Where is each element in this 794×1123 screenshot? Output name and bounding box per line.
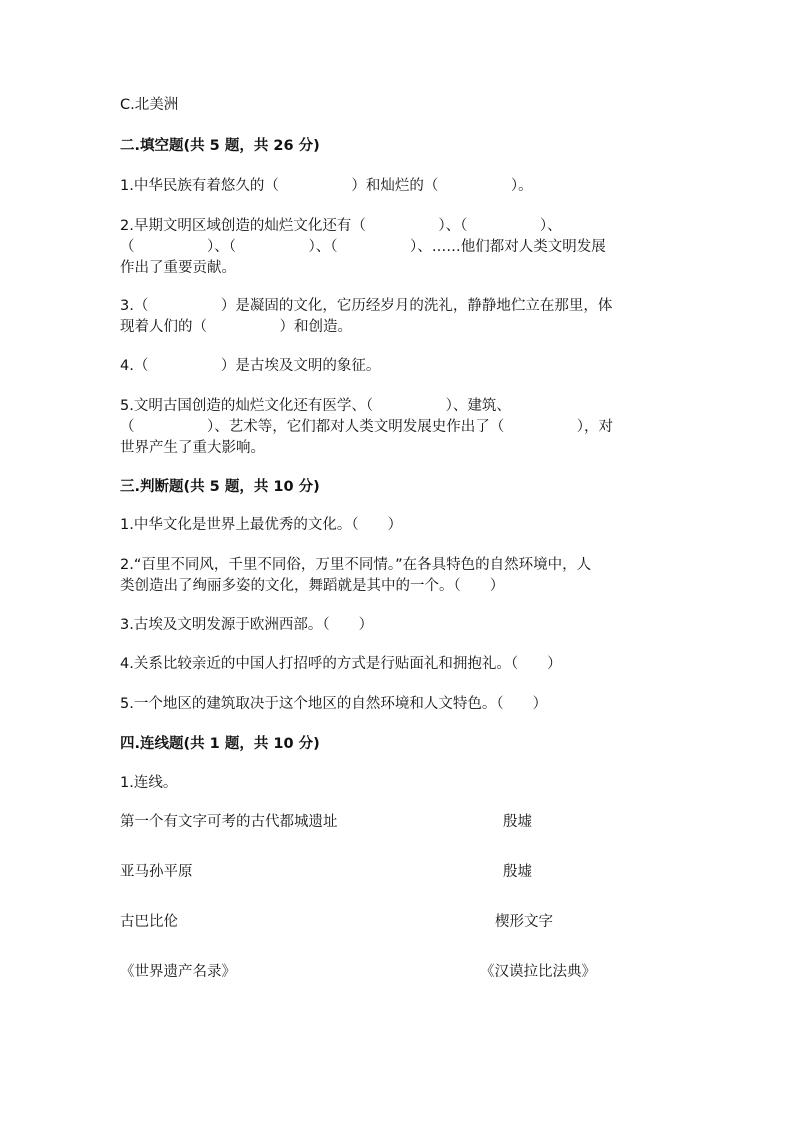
match-left-item: 第一个有文字可考的古代都城遗址 [120,814,338,830]
match-right-item: 殷墟 [503,864,532,880]
fill-question-2-line-3: 作出了重要贡献。 [120,260,236,276]
judge-question-5: 5.一个地区的建筑取决于这个地区的自然环境和人文特色。（ ） [120,696,548,712]
match-left-item: 亚马孙平原 [120,864,193,880]
fill-question-2-line-1: 2.早期文明区域创造的灿烂文化还有（ ）、（ ）、 [120,218,562,234]
match-left-item: 古巴比伦 [120,914,178,930]
match-left-item: 《世界遗产名录》 [120,964,236,980]
fill-question-5-line-3: 世界产生了重大影响。 [120,440,265,456]
judge-question-2-line-1: 2.“百里不同风，千里不同俗，万里不同情。”在各具特色的自然环境中，人 [120,557,592,573]
match-question-1: 1.连线。 [120,775,178,791]
fill-question-4: 4.（ ）是古埃及文明的象征。 [120,358,381,374]
judge-question-2-line-2: 类创造出了绚丽多姿的文化，舞蹈就是其中的一个。（ ） [120,578,505,594]
match-right-item: 殷墟 [503,814,532,830]
fill-question-5-line-2: （ ）、艺术等，它们都对人类文明发展史作出了（ ），对 [120,419,613,435]
match-right-item: 楔形文字 [495,914,553,930]
section-3-heading: 三.判断题(共 5 题，共 10 分) [120,479,320,495]
match-right-item: 《汉谟拉比法典》 [480,964,596,980]
judge-question-1: 1.中华文化是世界上最优秀的文化。（ ） [120,517,403,533]
fill-question-5-line-1: 5.文明古国创造的灿烂文化还有医学、（ ）、建筑、 [120,398,511,414]
fill-question-2-line-2: （ ）、（ ）、（ ）、……他们都对人类文明发展 [120,239,606,255]
fill-question-3-line-1: 3.（ ）是凝固的文化，它历经岁月的洗礼，静静地伫立在那里，体 [120,298,613,314]
fill-question-1: 1.中华民族有着悠久的（ ）和灿烂的（ ）。 [120,178,533,194]
fill-question-3-line-2: 现着人们的（ ）和创造。 [120,319,352,335]
section-4-heading: 四.连线题(共 1 题，共 10 分) [120,736,320,752]
judge-question-3: 3.古埃及文明发源于欧洲西部。（ ） [120,617,374,633]
judge-question-4: 4.关系比较亲近的中国人打招呼的方式是行贴面礼和拥抱礼。（ ） [120,656,562,672]
option-c: C.北美洲 [120,97,179,113]
section-2-heading: 二.填空题(共 5 题，共 26 分) [120,138,320,154]
